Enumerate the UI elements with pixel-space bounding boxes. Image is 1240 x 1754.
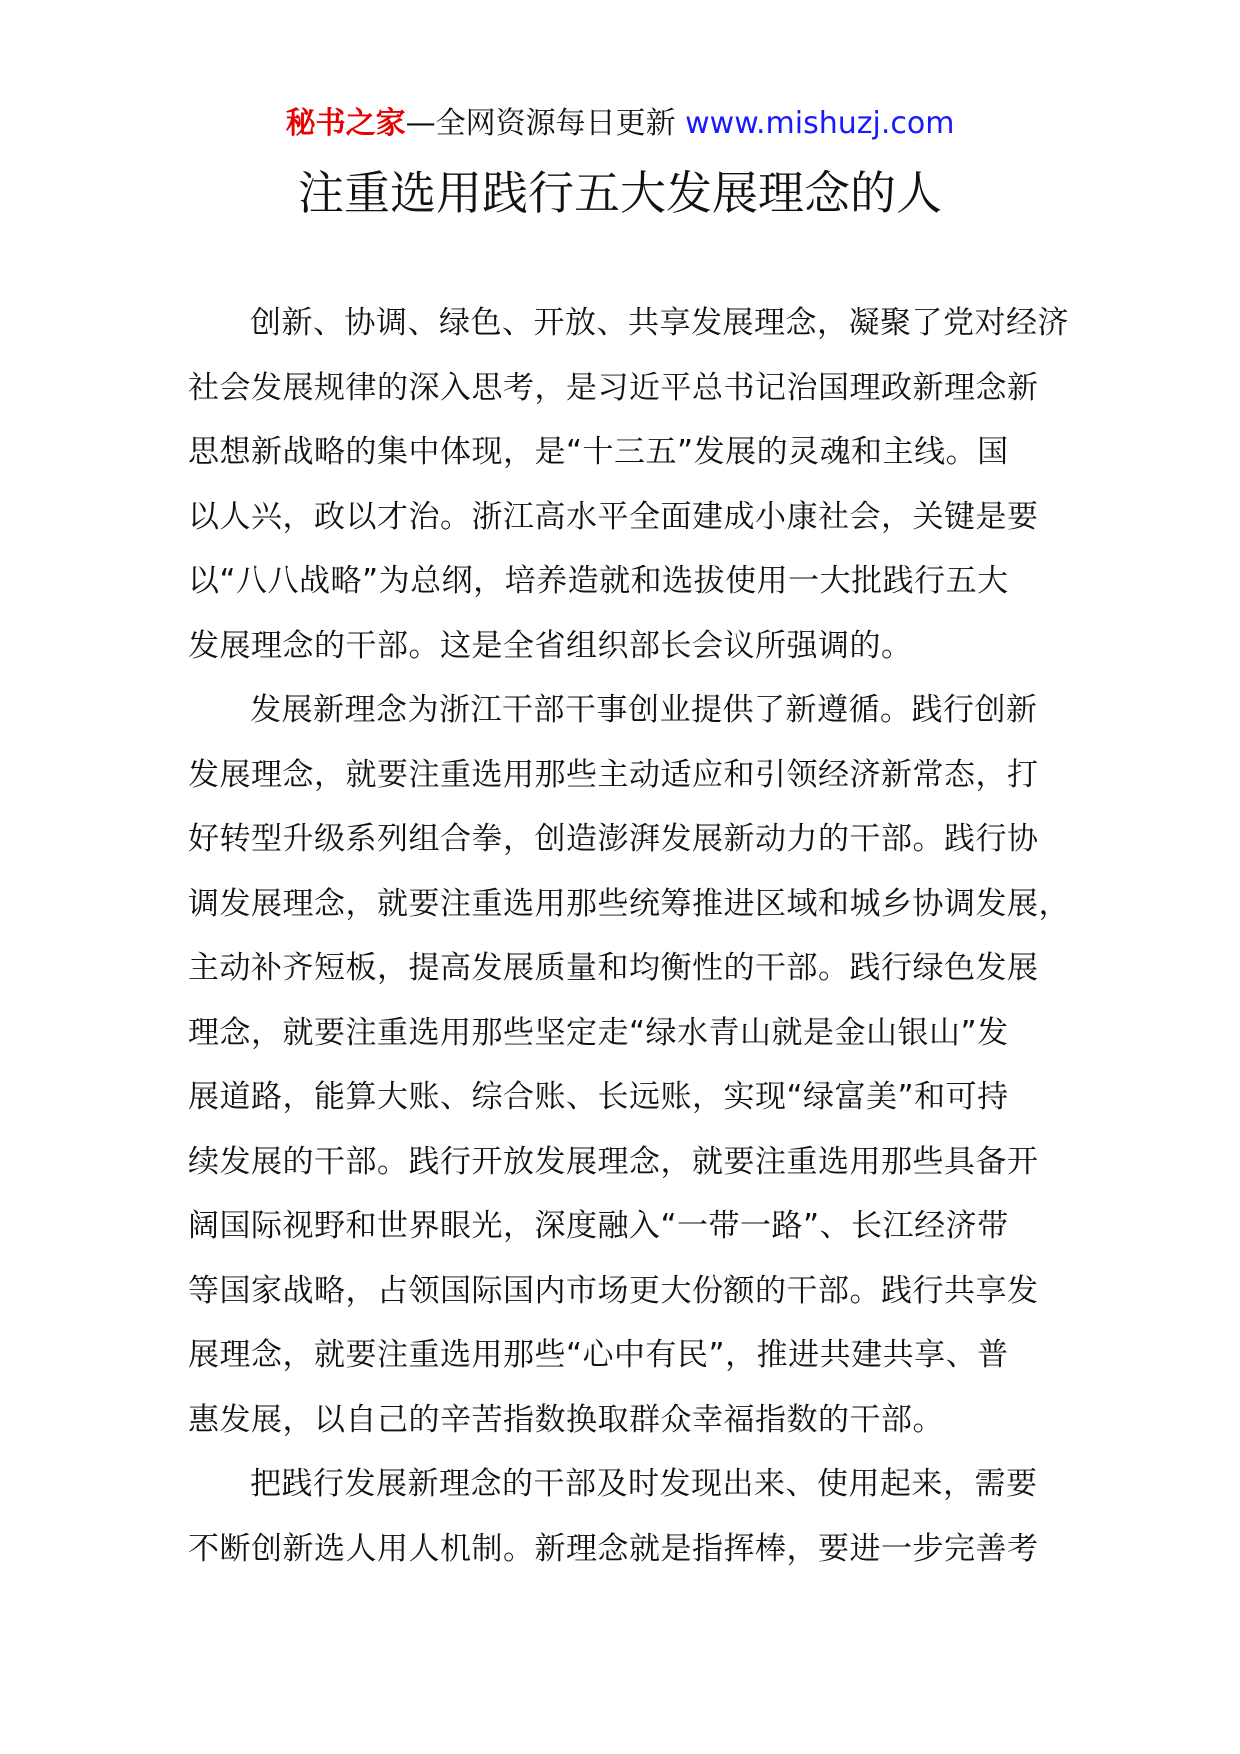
text-line: 调发展理念，就要注重选用那些统筹推进区域和城乡协调发展， <box>188 885 1070 922</box>
text-line: 社会发展规律的深入思考，是习近平总书记治国理政新理念新 <box>188 369 1039 406</box>
text-line: 阔国际视野和世界眼光，深度融入“一带一路”、长江经济带 <box>188 1208 1009 1244</box>
text-line: 续发展的干部。践行开放发展理念，就要注重选用那些具备开 <box>188 1143 1039 1180</box>
text-line: 不断创新选人用人机制。新理念就是指挥棒，要进一步完善考 <box>188 1530 1039 1567</box>
text-line: 展道路，能算大账、综合账、长远账，实现“绿富美”和可持 <box>188 1079 1009 1115</box>
text-line: 发展新理念为浙江干部干事创业提供了新遵循。践行创新 <box>250 692 1038 728</box>
text-line: 主动补齐短板，提高发展质量和均衡性的干部。践行绿色发展 <box>188 950 1039 986</box>
paragraph-2 <box>188 678 1070 1452</box>
paragraph-1 <box>188 291 1069 678</box>
document-title: 注重选用践行五大发展理念的人 <box>298 166 942 220</box>
site-tagline: —全网资源每日更新 <box>405 106 686 141</box>
text-line: 惠发展，以自己的辛苦指数换取群众幸福指数的干部。 <box>188 1401 944 1438</box>
text-line: 思想新战略的集中体现，是“十三五”发展的灵魂和主线。国 <box>188 434 1009 470</box>
text-line: 发展理念的干部。这是全省组织部长会议所强调的。 <box>188 627 913 664</box>
text-line: 等国家战略，占领国际国内市场更大份额的干部。践行共享发 <box>188 1272 1039 1309</box>
text-line: 理念，就要注重选用那些坚定走“绿水青山就是金山银山”发 <box>188 1014 1009 1051</box>
text-line: 把践行发展新理念的干部及时发现出来、使用起来，需要 <box>250 1466 1038 1502</box>
brand-name: 秘书之家 <box>285 106 406 141</box>
text-line: 以人兴，政以才治。浙江高水平全面建成小康社会，关键是要 <box>188 498 1039 535</box>
text-line: 好转型升级系列组合拳，创造澎湃发展新动力的干部。践行协 <box>188 821 1039 857</box>
site-url-link[interactable]: www.mishuzj.com <box>685 106 955 141</box>
text-line: 发展理念，就要注重选用那些主动适应和引领经济新常态，打 <box>188 756 1039 793</box>
text-line: 展理念，就要注重选用那些“心中有民”，推进共建共享、普 <box>188 1337 1009 1373</box>
site-header <box>0 102 1240 146</box>
text-line: 创新、协调、绿色、开放、共享发展理念，凝聚了党对经济 <box>250 305 1069 341</box>
paragraph-3 <box>188 1452 1058 1581</box>
text-line: 以“八八战略”为总纲，培养造就和选拔使用一大批践行五大 <box>188 563 1009 599</box>
document-body <box>188 291 1070 1581</box>
